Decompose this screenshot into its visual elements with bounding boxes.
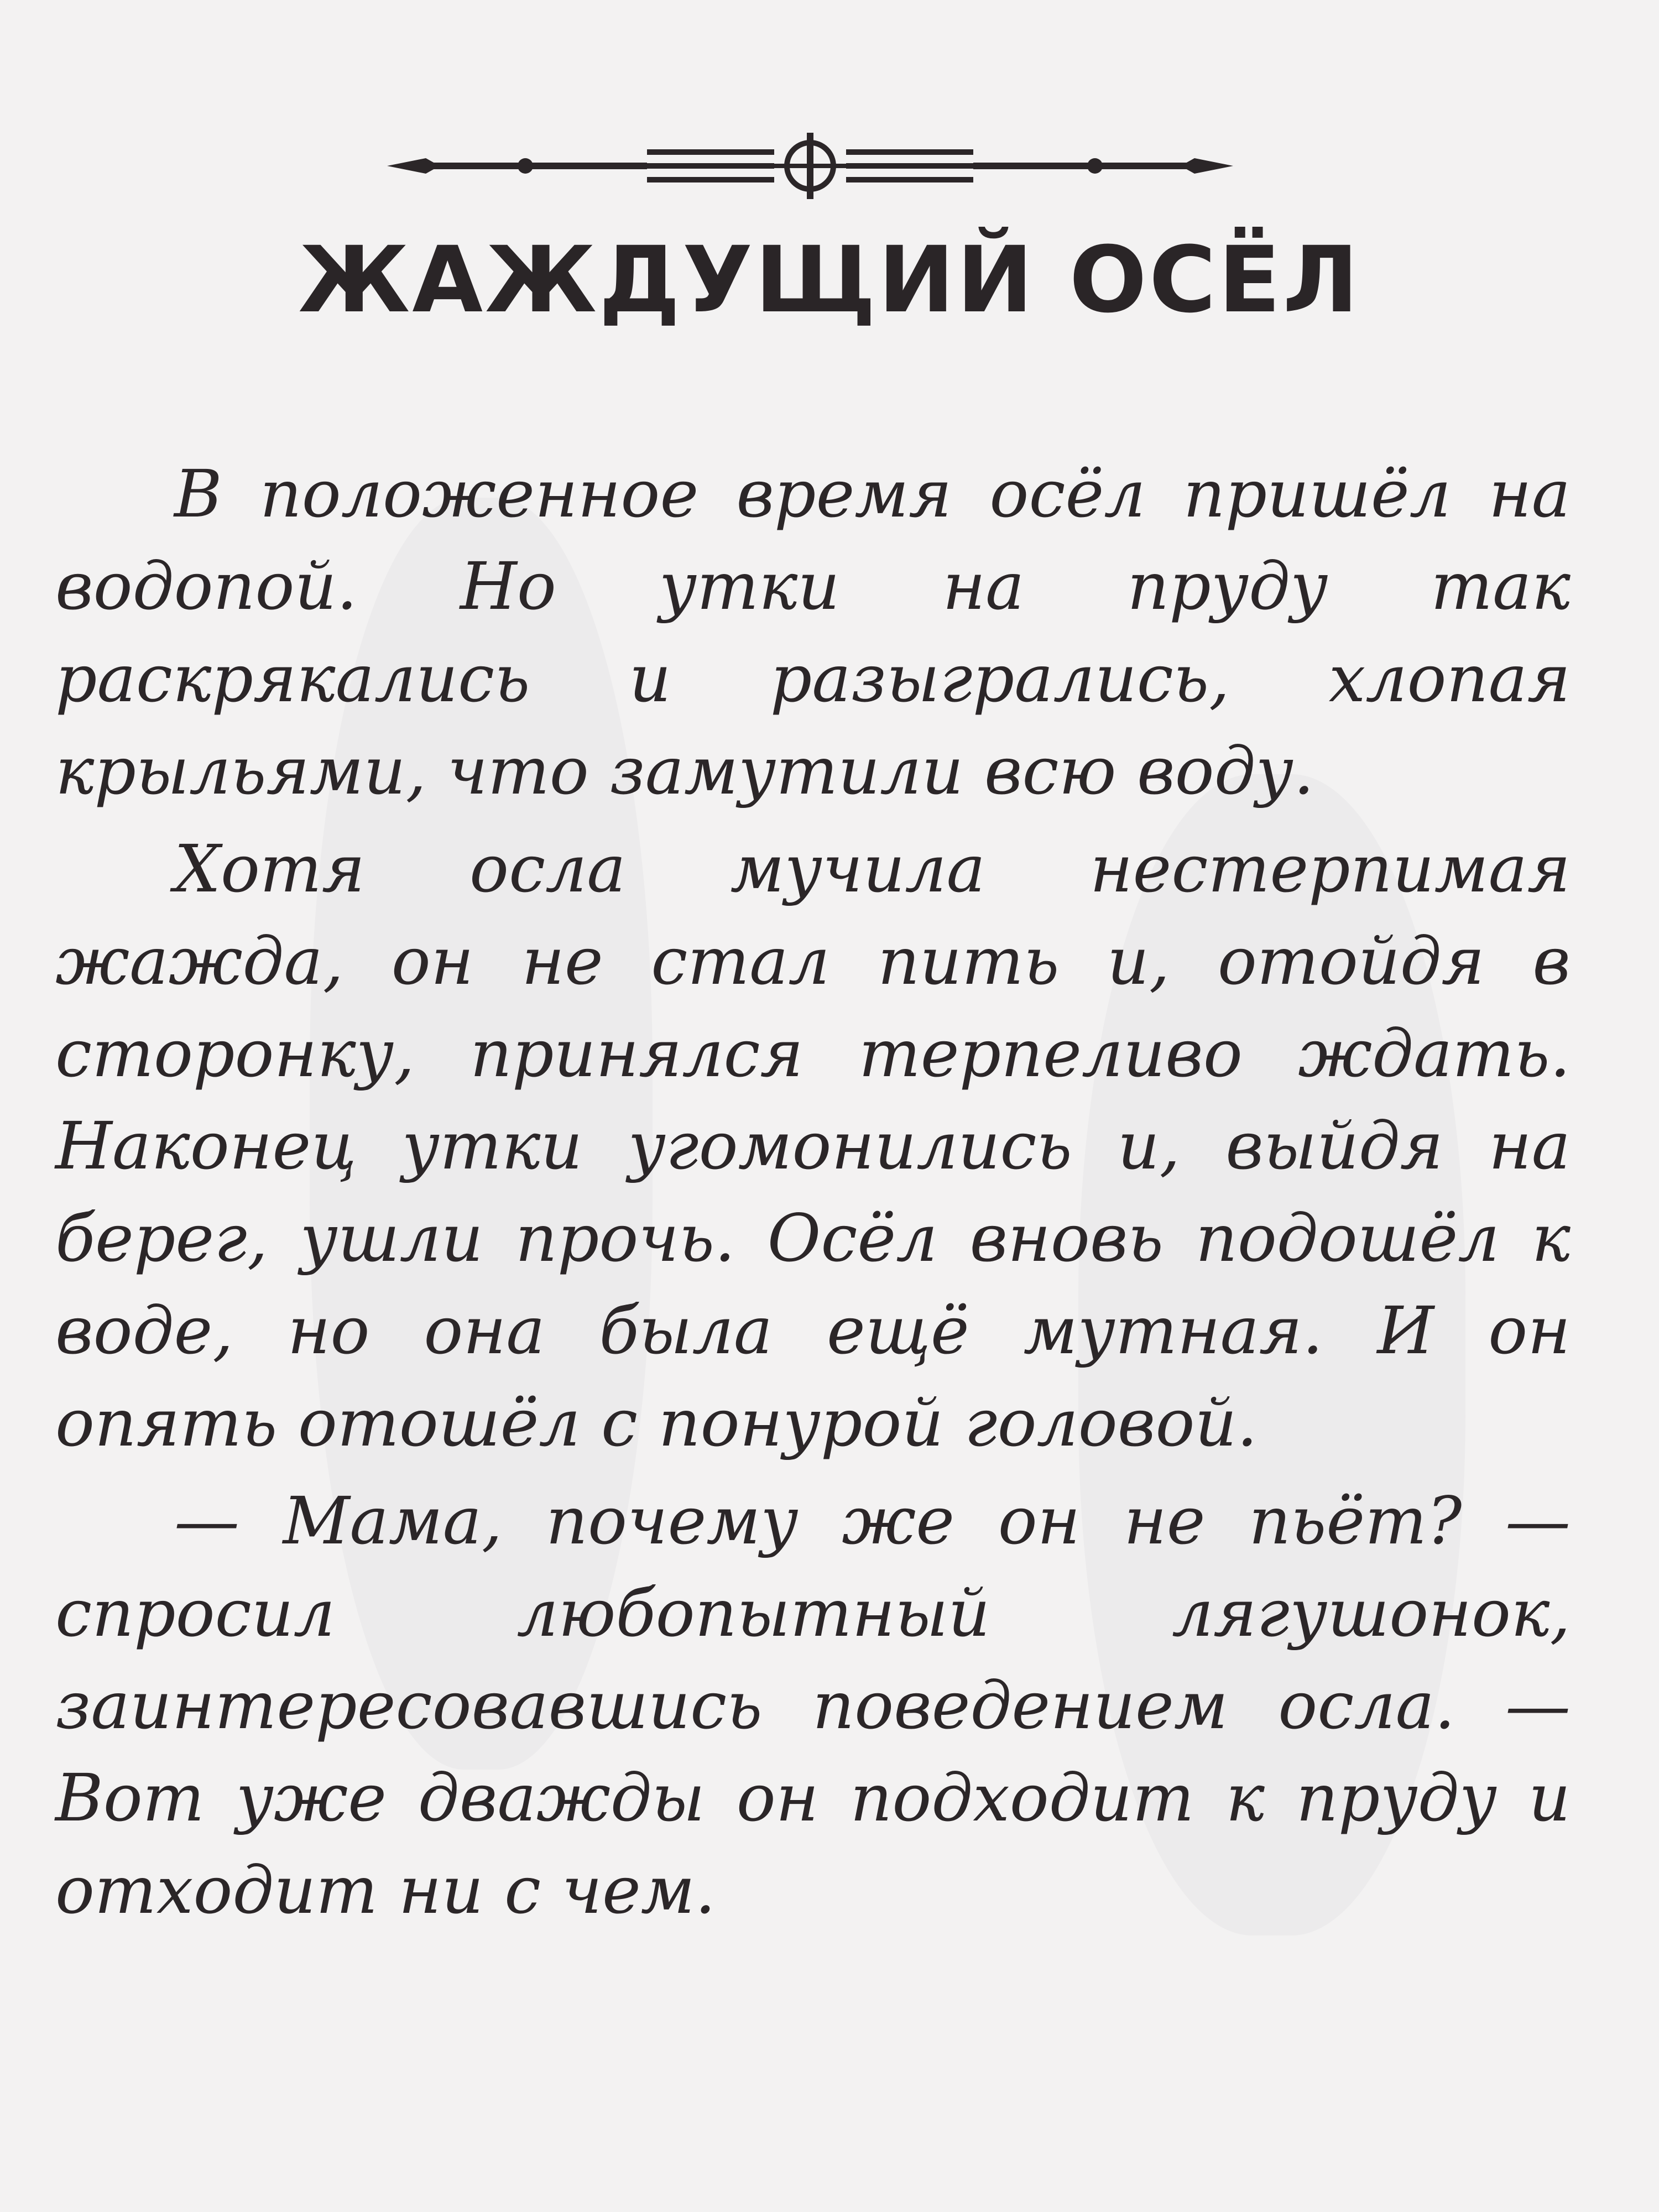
story-title: ЖАЖДУЩИЙ ОСЁЛ xyxy=(298,227,1361,333)
paragraph-2: Хотя осла мучила нестерпимая жажда, он не стал пить и, отойдя в сторонку, принялся терпеливо ждать. Наконец утки угомонились и, выйдя на берег, ушли прочь. Осёл вновь подошёл к воде, но она была ещё мутная. И он опять отошёл с понурой головой. xyxy=(55,831,1571,1461)
decorative-divider-icon xyxy=(387,127,1233,205)
paragraph-3: — Мама, почему же он не пьёт? — спросил любопытный лягушонок, заинтересовавшись поведением осла. — Вот уже дважды он подходит к пруду и отходит ни с чем. xyxy=(55,1483,1571,1928)
story-text xyxy=(55,448,1571,1942)
paragraph-1: В положенное время осёл пришёл на водопой. Но утки на пруду так раскрякались и разыгрались, хлопая крыльями, что замутили всю воду. xyxy=(55,456,1571,809)
